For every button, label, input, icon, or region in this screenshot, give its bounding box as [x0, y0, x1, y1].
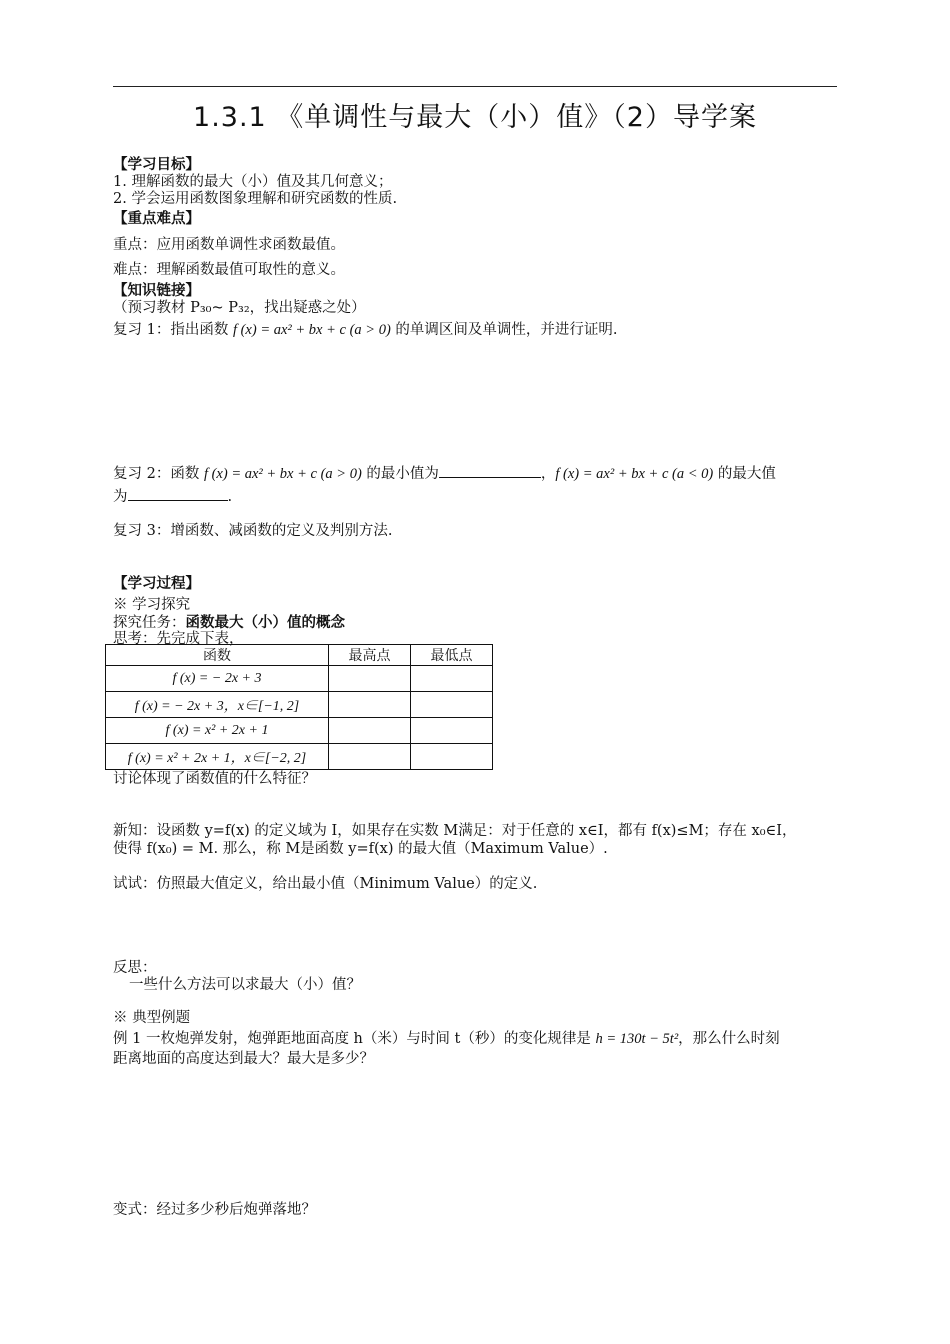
table-cell: [411, 692, 493, 718]
key-focus: 重点：应用函数单调性求函数最值。: [113, 237, 345, 253]
table-cell: [411, 744, 493, 770]
page-title: 1.3.1 《单调性与最大（小）值》（2）导学案: [193, 102, 757, 133]
try: 试试：仿照最大值定义，给出最小值（Minimum Value）的定义.: [113, 876, 538, 892]
table-cell: [329, 718, 411, 744]
goal-item: 2. 学会运用函数图象理解和研究函数的性质.: [113, 191, 398, 207]
review-2: 复习 2：函数 f (x) = ax² + bx + c (a > 0) 的最小值为 ，f (x) = ax² + bx + c (a < 0) 的最大值: [113, 462, 776, 483]
reflect-question: 一些什么方法可以求最大（小）值？: [129, 977, 361, 993]
key-heading: 【重点难点】: [113, 210, 200, 227]
table-cell: [329, 666, 411, 692]
review-1: 复习 1：指出函数 f (x) = ax² + bx + c (a > 0) 的单调区间及单调性，并进行证明.: [113, 322, 618, 338]
example-1-cont: 距离地面的高度达到最大？最大是多少？: [113, 1051, 374, 1067]
variant: 变式：经过多少秒后炮弹落地？: [113, 1202, 316, 1218]
table-row: [106, 666, 493, 692]
table-cell: [329, 744, 411, 770]
header-rule: [113, 86, 837, 87]
think: 思考：先完成下表，: [113, 631, 244, 647]
goals-heading: 【学习目标】: [113, 156, 200, 173]
review-2-cont: 为 .: [113, 485, 232, 506]
table-cell: [411, 718, 493, 744]
formula: f (x) = ax² + bx + c (a > 0): [232, 322, 391, 338]
function-table: [105, 644, 493, 770]
blank-line: [439, 463, 541, 478]
table-cell: f (x) = − 2x + 3: [106, 666, 329, 692]
explore-label: ※ 学习探究: [113, 597, 191, 613]
new-knowledge-1: 新知：设函数 y=f(x) 的定义域为 I，如果存在实数 M满足：对于任意的 x∈I，都有 f(x)≤M；存在 x₀∈I，: [113, 823, 797, 839]
preview-note: （预习教材 P₃₀~ P₃₂，找出疑惑之处）: [113, 300, 366, 316]
table-cell: f (x) = − 2x + 3，x∈[−1, 2]: [106, 692, 329, 718]
blank-line: [128, 486, 228, 501]
examples-label: ※ 典型例题: [113, 1010, 191, 1026]
link-heading: 【知识链接】: [113, 282, 200, 299]
table-row: [106, 718, 493, 744]
reflect: 反思：: [113, 960, 157, 976]
new-knowledge-2: 使得 f(x₀) = M. 那么，称 M是函数 y=f(x) 的最大值（Maximum Value）.: [113, 841, 608, 857]
table-row: [106, 692, 493, 718]
table-cell: [411, 666, 493, 692]
discuss: 讨论体现了函数值的什么特征？: [113, 771, 316, 787]
table-cell: [329, 692, 411, 718]
goal-item: 1. 理解函数的最大（小）值及其几何意义；: [113, 174, 393, 190]
example-1: 例 1 一枚炮弹发射，炮弹距地面高度 h（米）与时间 t（秒）的变化规律是 h = 130t − 5t²，那么什么时刻: [113, 1031, 780, 1047]
table-header: 函数: [106, 645, 329, 666]
table-header: 最低点: [411, 645, 493, 666]
review-3: 复习 3：增函数、减函数的定义及判别方法.: [113, 523, 393, 539]
table-cell: f (x) = x² + 2x + 1: [106, 718, 329, 744]
key-difficulty: 难点：理解函数最值可取性的意义。: [113, 262, 345, 278]
table-cell: f (x) = x² + 2x + 1，x∈[−2, 2]: [106, 744, 329, 770]
process-heading: 【学习过程】: [113, 575, 200, 592]
task: 探究任务：函数最大（小）值的概念: [113, 614, 345, 631]
table-header: 最高点: [329, 645, 411, 666]
table-row: [106, 744, 493, 770]
